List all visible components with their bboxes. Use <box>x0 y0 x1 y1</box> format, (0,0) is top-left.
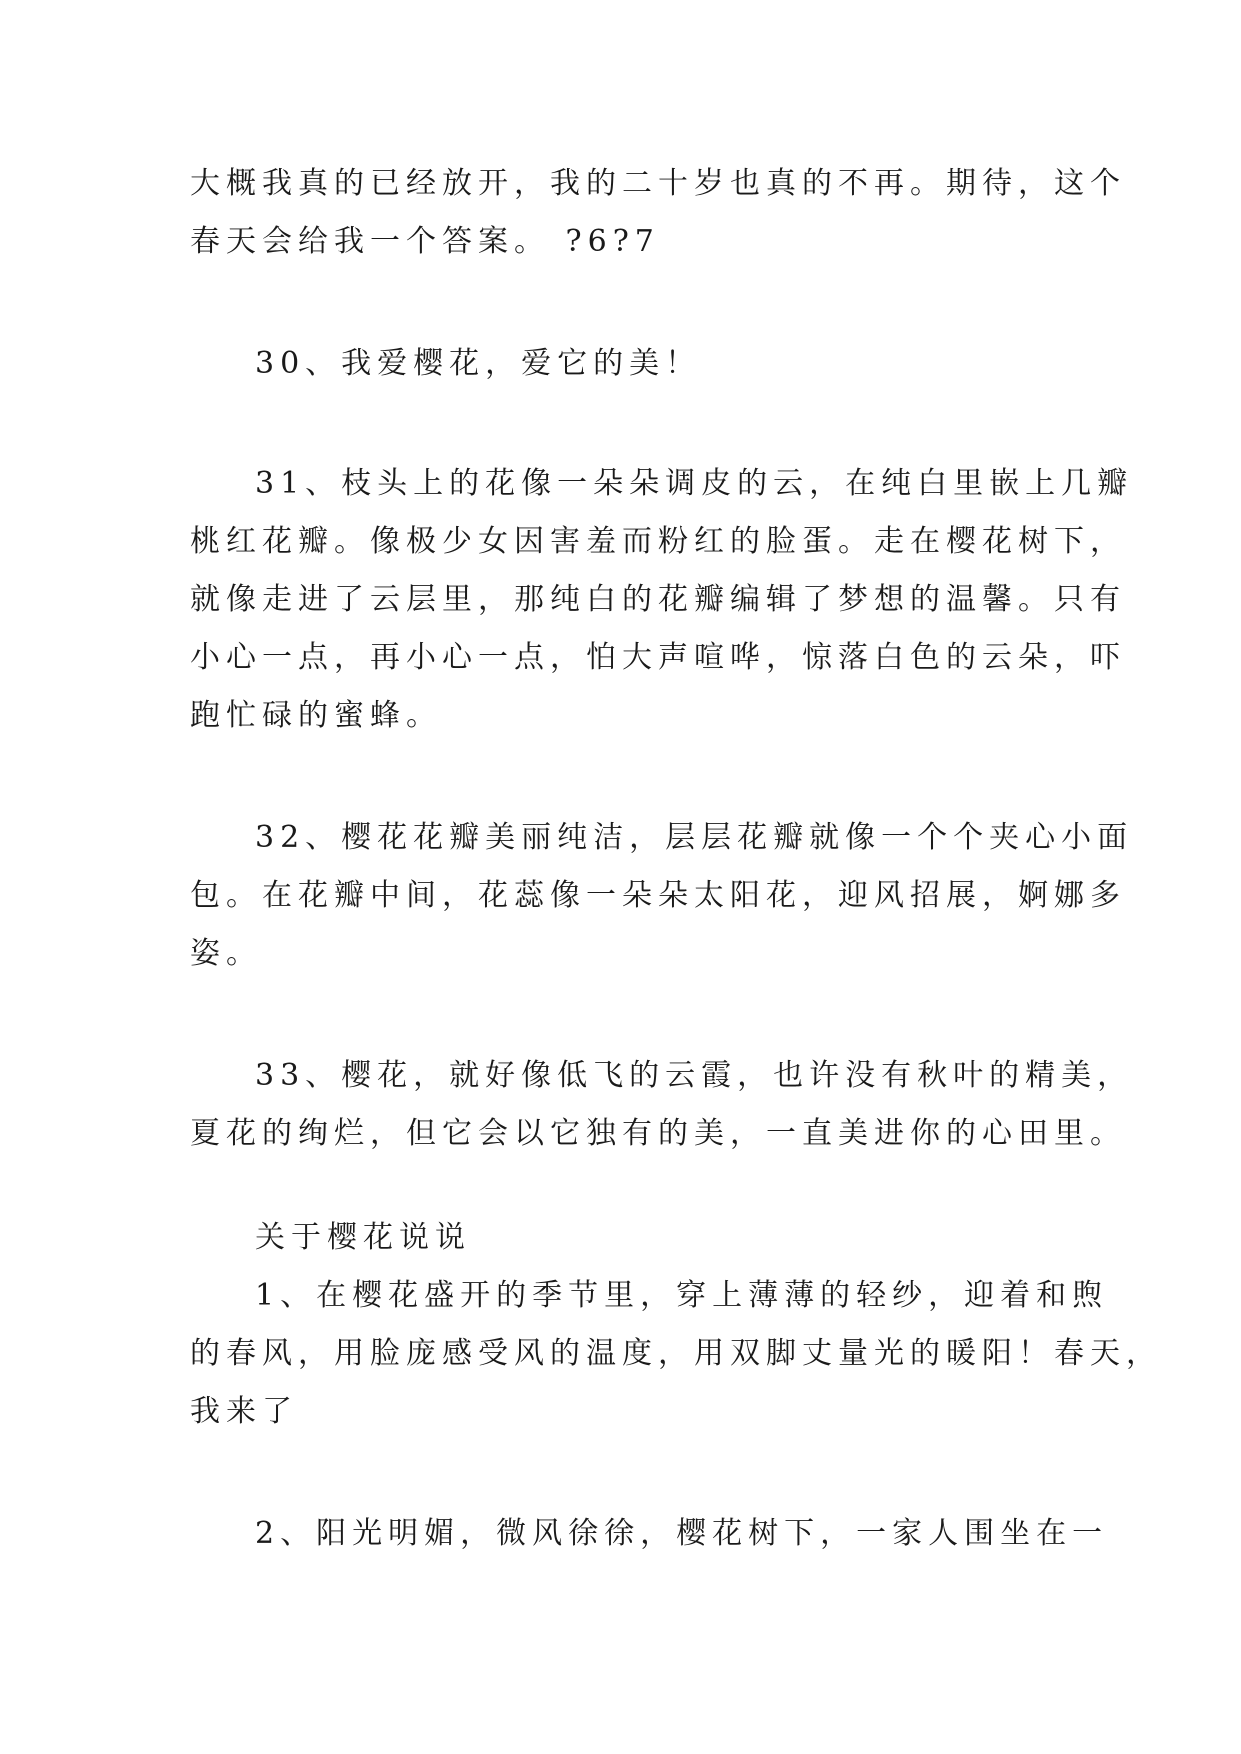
item-31-line: 就像走进了云层里，那纯白的花瓣编辑了梦想的温馨。只有 <box>190 582 1126 617</box>
item-30-heading: 30、我爱樱花，爱它的美！ <box>255 346 702 381</box>
item-32-line: 包。在花瓣中间，花蕊像一朵朵太阳花，迎风招展，婀娜多 <box>190 878 1126 913</box>
item-31-line: 31、枝头上的花像一朵朵调皮的云，在纯白里嵌上几瓣 <box>255 466 1134 501</box>
item-1-line: 1、在樱花盛开的季节里，穿上薄薄的轻纱，迎着和煦 <box>255 1278 1109 1313</box>
item-32-line: 姿。 <box>190 936 262 971</box>
section-heading: 关于樱花说说 <box>255 1220 471 1255</box>
text-line: 大概我真的已经放开，我的二十岁也真的不再。期待，这个 <box>190 166 1126 201</box>
item-32-line: 32、樱花花瓣美丽纯洁，层层花瓣就像一个个夹心小面 <box>255 820 1134 855</box>
item-2-line: 2、阳光明媚，微风徐徐，樱花树下，一家人围坐在一 <box>255 1516 1109 1551</box>
item-1-line: 我来了 <box>190 1394 298 1429</box>
text-line: 春天会给我一个答案。 ?6?7 <box>190 224 660 259</box>
item-31-line: 小心一点，再小心一点，怕大声喧哗，惊落白色的云朵，吓 <box>190 640 1126 675</box>
item-1-line: 的春风，用脸庞感受风的温度，用双脚丈量光的暖阳！春天， <box>190 1336 1162 1371</box>
item-31-line: 桃红花瓣。像极少女因害羞而粉红的脸蛋。走在樱花树下， <box>190 524 1126 559</box>
item-31-line: 跑忙碌的蜜蜂。 <box>190 698 442 733</box>
item-33-line: 33、樱花，就好像低飞的云霞，也许没有秋叶的精美， <box>255 1058 1134 1093</box>
item-33-line: 夏花的绚烂，但它会以它独有的美，一直美进你的心田里。 <box>190 1116 1126 1151</box>
